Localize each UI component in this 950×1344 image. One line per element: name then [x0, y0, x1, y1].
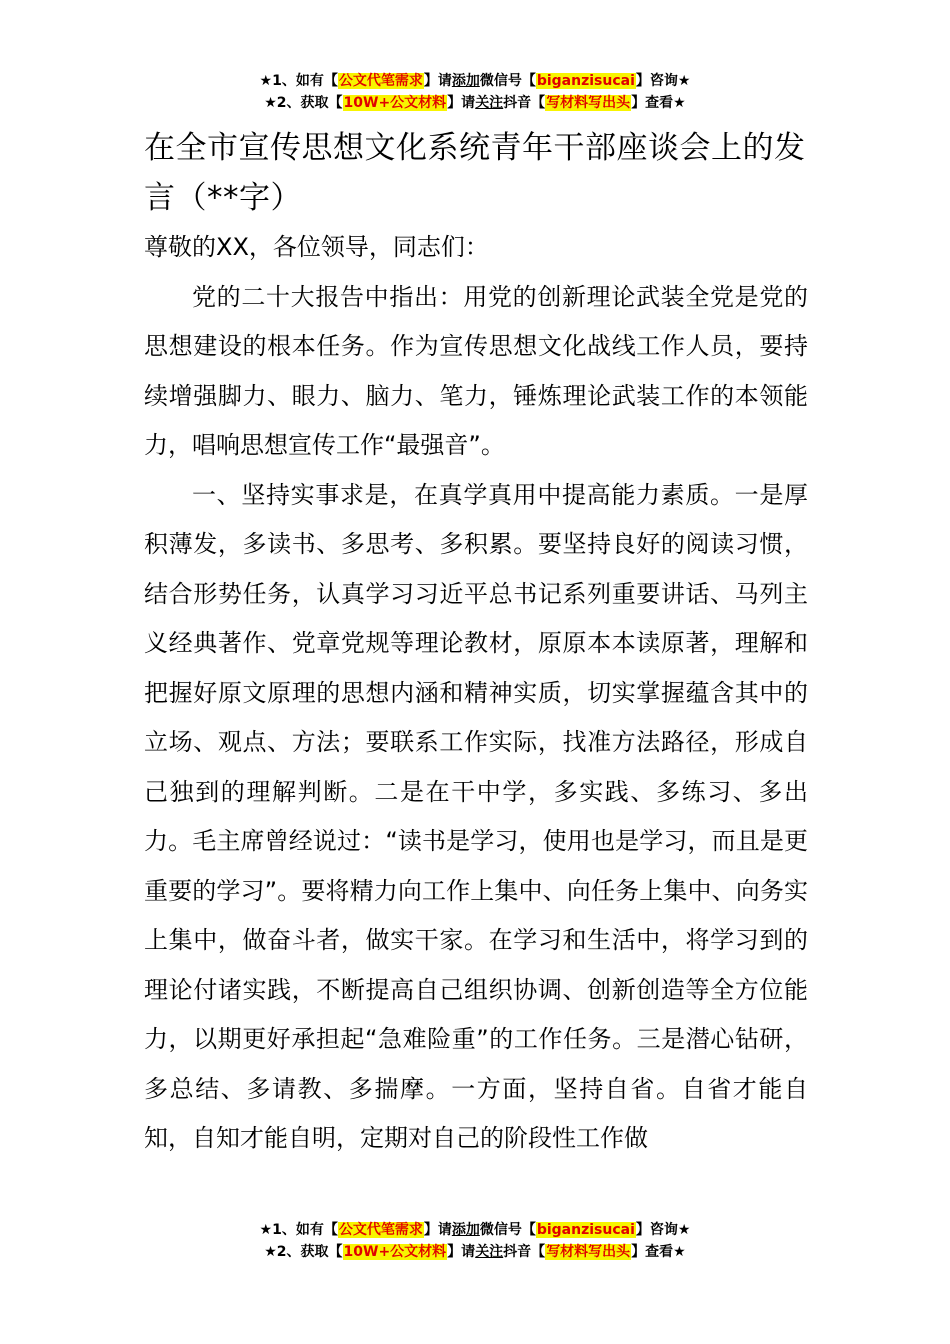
promo-line-1 — [0, 1219, 950, 1241]
promo-text: 抖音【 — [503, 95, 546, 111]
promo-text: 抖音【 — [503, 1244, 546, 1260]
promo-text: 】请 — [447, 95, 476, 111]
promo-text: ★1、如有【 — [259, 73, 338, 89]
promo-text: 】请 — [423, 73, 452, 89]
promo-line-2 — [0, 1241, 950, 1263]
promo-text: ★2、获取【 — [264, 95, 343, 111]
promo-highlight-wechat-id: biganzisucai — [536, 1222, 635, 1238]
promo-highlight-materials: 10W+公文材料 — [343, 95, 447, 111]
promo-text: 微信号【 — [479, 1222, 536, 1238]
promo-highlight-service: 公文代笔需求 — [338, 73, 423, 89]
promo-text: 】请 — [447, 1244, 476, 1260]
document-title: 在全市宣传思想文化系统青年干部座谈会上的发言（**字） — [144, 130, 806, 216]
promo-text-underlined: 添加 — [451, 73, 480, 89]
promo-text: ★1、如有【 — [259, 1222, 338, 1238]
document-body — [144, 123, 808, 1164]
promo-text: 】查看★ — [631, 95, 686, 111]
paragraph-intro: 党的二十大报告中指出：用党的创新理论武装全党是党的思想建设的根本任务。作为宣传思想文化战线工作人员，要持续增强脚力、眼力、脑力、笔力，锤炼理论武装工作的本领能力，唱响思想宣传工作“最强音”。 — [144, 282, 808, 459]
promo-text-underlined: 关注 — [475, 95, 504, 111]
promo-text: 】咨询★ — [635, 73, 691, 89]
paragraph-section-one: 一、坚持实事求是，在真学真用中提高能力素质。一是厚积薄发，多读书、多思考、多积累。要坚持良好的阅读习惯，结合形势任务，认真学习习近平总书记系列重要讲话、马列主义经典著作、党章党规等理论教材，原原本本读原著，理解和把握好原文原理的思想内涵和精神实质，切实掌握蕴含其中的立场、观点、方法；要联系工作实际，找准方法路径，形成自己独到的理解判断。二是在干中学，多实践、多练习、多出力。毛主席曾经说过：“读书是学习，使用也是学习，而且是更重要的学习”。要将精力向工作上集中、向任务上集中、向务实上集中，做奋斗者，做实干家。在学习和生活中，将学习到的理论付诸实践，不断提高自己组织协调、创新创造等全方位能力，以期更好承担起“急难险重”的工作任务。三是潜心钻研，多总结、多请教、多揣摩。一方面，坚持自省。自省才能自知，自知才能自明，定期对自己的阶段性工作做 — [144, 480, 808, 1152]
promo-text: ★2、获取【 — [264, 1244, 343, 1260]
salutation: 尊敬的XX，各位领导，同志们： — [144, 233, 489, 261]
promo-text-underlined: 关注 — [475, 1244, 504, 1260]
promo-highlight-wechat-id: biganzisucai — [536, 73, 635, 89]
promo-text: 】查看★ — [631, 1244, 686, 1260]
promo-highlight-materials: 10W+公文材料 — [343, 1244, 447, 1260]
promo-text: 】咨询★ — [635, 1222, 691, 1238]
top-promo-banner — [0, 70, 950, 114]
promo-text: 微信号【 — [479, 73, 536, 89]
bottom-promo-banner — [0, 1219, 950, 1263]
promo-line-2 — [0, 92, 950, 114]
promo-highlight-service: 公文代笔需求 — [338, 1222, 423, 1238]
promo-highlight-douyin-account: 写材料写出头 — [546, 95, 631, 111]
promo-text-underlined: 添加 — [451, 1222, 480, 1238]
promo-line-1 — [0, 70, 950, 92]
promo-text: 】请 — [423, 1222, 452, 1238]
promo-highlight-douyin-account: 写材料写出头 — [546, 1244, 631, 1260]
